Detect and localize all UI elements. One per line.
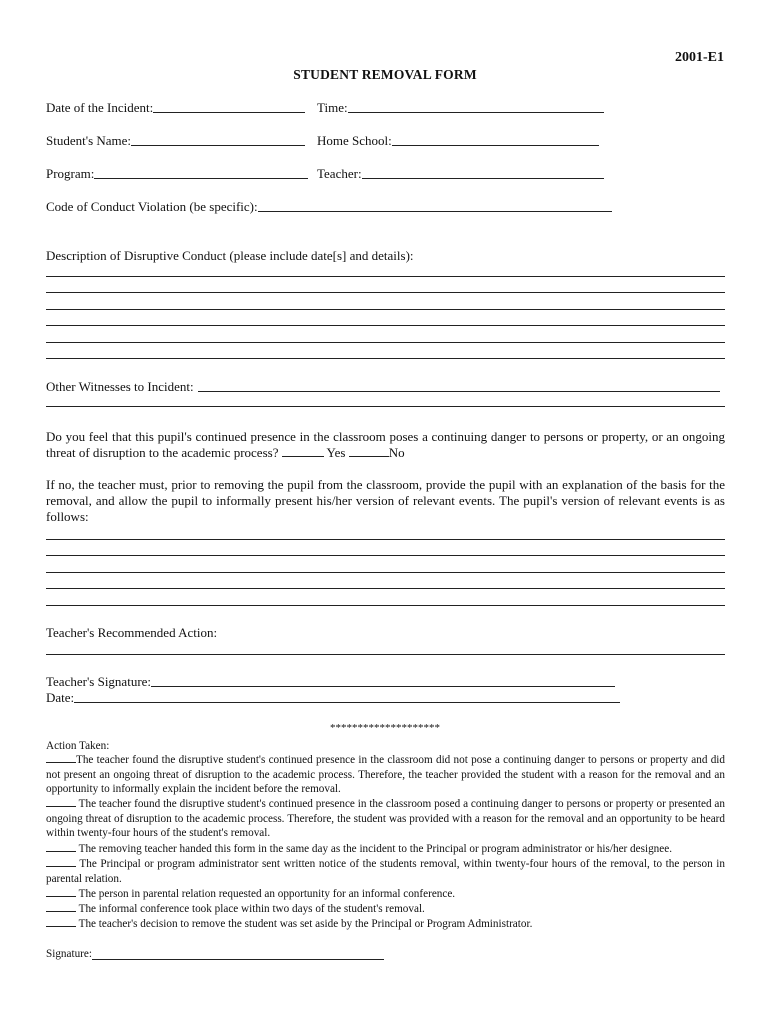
signature-label: Signature: xyxy=(46,948,92,960)
form-code: 2001-E1 xyxy=(675,50,724,65)
program-label: Program: xyxy=(46,166,95,181)
description-line-5[interactable] xyxy=(46,342,725,343)
description-line-2[interactable] xyxy=(46,292,725,293)
students-name-field[interactable] xyxy=(131,145,305,146)
witnesses-row xyxy=(46,379,720,395)
action-checkbox-1[interactable] xyxy=(46,753,76,763)
action-checkbox-4[interactable] xyxy=(46,857,76,867)
description-line-3[interactable] xyxy=(46,309,725,310)
action-text-2: The teacher found the disruptive student's continued presence in the classroom posed a continuing danger to persons or property or presented an ongoing threat of disruption to the academic process. Therefore, the student was provided with a reason for the removal and an opportunity to be heard within twenty-four hours of the student's removal. xyxy=(46,798,725,839)
description-line-1[interactable] xyxy=(46,276,725,277)
date-field[interactable] xyxy=(74,702,620,703)
action-item-6 xyxy=(46,902,725,917)
time-row xyxy=(317,100,604,116)
students-name-label: Student's Name: xyxy=(46,133,132,148)
program-row xyxy=(46,166,308,182)
witnesses-field[interactable] xyxy=(198,391,720,392)
date-of-incident-field[interactable] xyxy=(153,112,305,113)
date-of-incident-row xyxy=(46,100,305,116)
pupil-version-line-3[interactable] xyxy=(46,572,725,573)
date-label: Date: xyxy=(46,690,75,705)
action-text-4: The Principal or program administrator sent written notice of the students removal, within twenty-four hours of the removal, to the person in parental relation. xyxy=(46,858,725,885)
teacher-signature-label: Teacher's Signature: xyxy=(46,674,152,689)
code-violation-label: Code of Conduct Violation (be specific): xyxy=(46,199,258,214)
pupil-version-line-5[interactable] xyxy=(46,605,725,606)
danger-question xyxy=(46,429,725,461)
action-text-1: The teacher found the disruptive student's continued presence in the classroom did not pose a continuing danger to persons or property and did not present an ongoing threat of disruption to the academic process. Therefore, the teacher provided the student with a reason for the removal and an opportunity to informally explain the incident before the removal. xyxy=(46,754,725,795)
date-row xyxy=(46,690,620,706)
action-text-3: The removing teacher handed this form in the same day as the incident to the Principal or program administrator or his/her designee. xyxy=(78,843,672,855)
action-item-2 xyxy=(46,797,725,841)
program-field[interactable] xyxy=(94,178,308,179)
signature-row xyxy=(46,947,384,962)
action-checkbox-3[interactable] xyxy=(46,842,76,852)
code-violation-row xyxy=(46,199,612,215)
teacher-row xyxy=(317,166,604,182)
code-violation-field[interactable] xyxy=(258,211,612,212)
description-label: Description of Disruptive Conduct (please include date[s] and details): xyxy=(46,248,414,263)
date-of-incident-label: Date of the Incident: xyxy=(46,100,154,115)
home-school-label: Home School: xyxy=(317,133,392,148)
if-no-text: If no, the teacher must, prior to removing the pupil from the classroom, provide the pupil with an explanation of the basis for the removal, and allow the pupil to informally present his/her version of relevant events. The pupil's version of relevant events is as follows: xyxy=(46,477,725,524)
time-label: Time: xyxy=(317,100,348,115)
pupil-version-line-4[interactable] xyxy=(46,588,725,589)
action-checkbox-5[interactable] xyxy=(46,887,76,897)
recommended-action-line[interactable] xyxy=(46,654,725,655)
no-label: No xyxy=(388,445,405,460)
recommended-action-label: Teacher's Recommended Action: xyxy=(46,625,218,640)
danger-question-text: Do you feel that this pupil's continued presence in the classroom poses a continuing danger to persons or property, or an ongoing threat of disruption to the academic process? xyxy=(46,429,725,460)
action-text-5: The person in parental relation requested an opportunity for an informal conference. xyxy=(78,888,456,900)
teacher-label: Teacher: xyxy=(317,166,362,181)
yes-label: Yes xyxy=(326,445,346,460)
action-item-7 xyxy=(46,917,725,932)
action-item-4 xyxy=(46,857,725,886)
action-text-7: The teacher's decision to remove the student was set aside by the Principal or Program Administrator. xyxy=(78,918,533,930)
form-title: STUDENT REMOVAL FORM xyxy=(293,67,477,82)
teacher-field[interactable] xyxy=(362,178,604,179)
action-checkbox-7[interactable] xyxy=(46,917,76,927)
home-school-field[interactable] xyxy=(392,145,599,146)
signature-field[interactable] xyxy=(92,959,384,960)
home-school-row xyxy=(317,133,599,149)
separator: ******************** xyxy=(330,722,440,734)
action-item-3 xyxy=(46,842,725,857)
time-field[interactable] xyxy=(348,112,604,113)
pupil-version-line-1[interactable] xyxy=(46,539,725,540)
pupil-version-line-2[interactable] xyxy=(46,555,725,556)
action-checkbox-2[interactable] xyxy=(46,797,76,807)
teacher-signature-row xyxy=(46,674,615,690)
action-item-1 xyxy=(46,753,725,797)
students-name-row xyxy=(46,133,305,149)
action-text-6: The informal conference took place within two days of the student's removal. xyxy=(78,903,425,915)
witnesses-label: Other Witnesses to Incident: xyxy=(46,379,194,394)
yes-blank[interactable] xyxy=(282,446,324,457)
teacher-signature-field[interactable] xyxy=(151,686,615,687)
description-line-6[interactable] xyxy=(46,358,725,359)
action-taken-label: Action Taken: xyxy=(46,740,110,752)
action-checkbox-6[interactable] xyxy=(46,902,76,912)
action-item-5 xyxy=(46,887,725,902)
description-line-4[interactable] xyxy=(46,325,725,326)
no-blank[interactable] xyxy=(349,446,389,457)
witnesses-line-2[interactable] xyxy=(46,406,725,407)
